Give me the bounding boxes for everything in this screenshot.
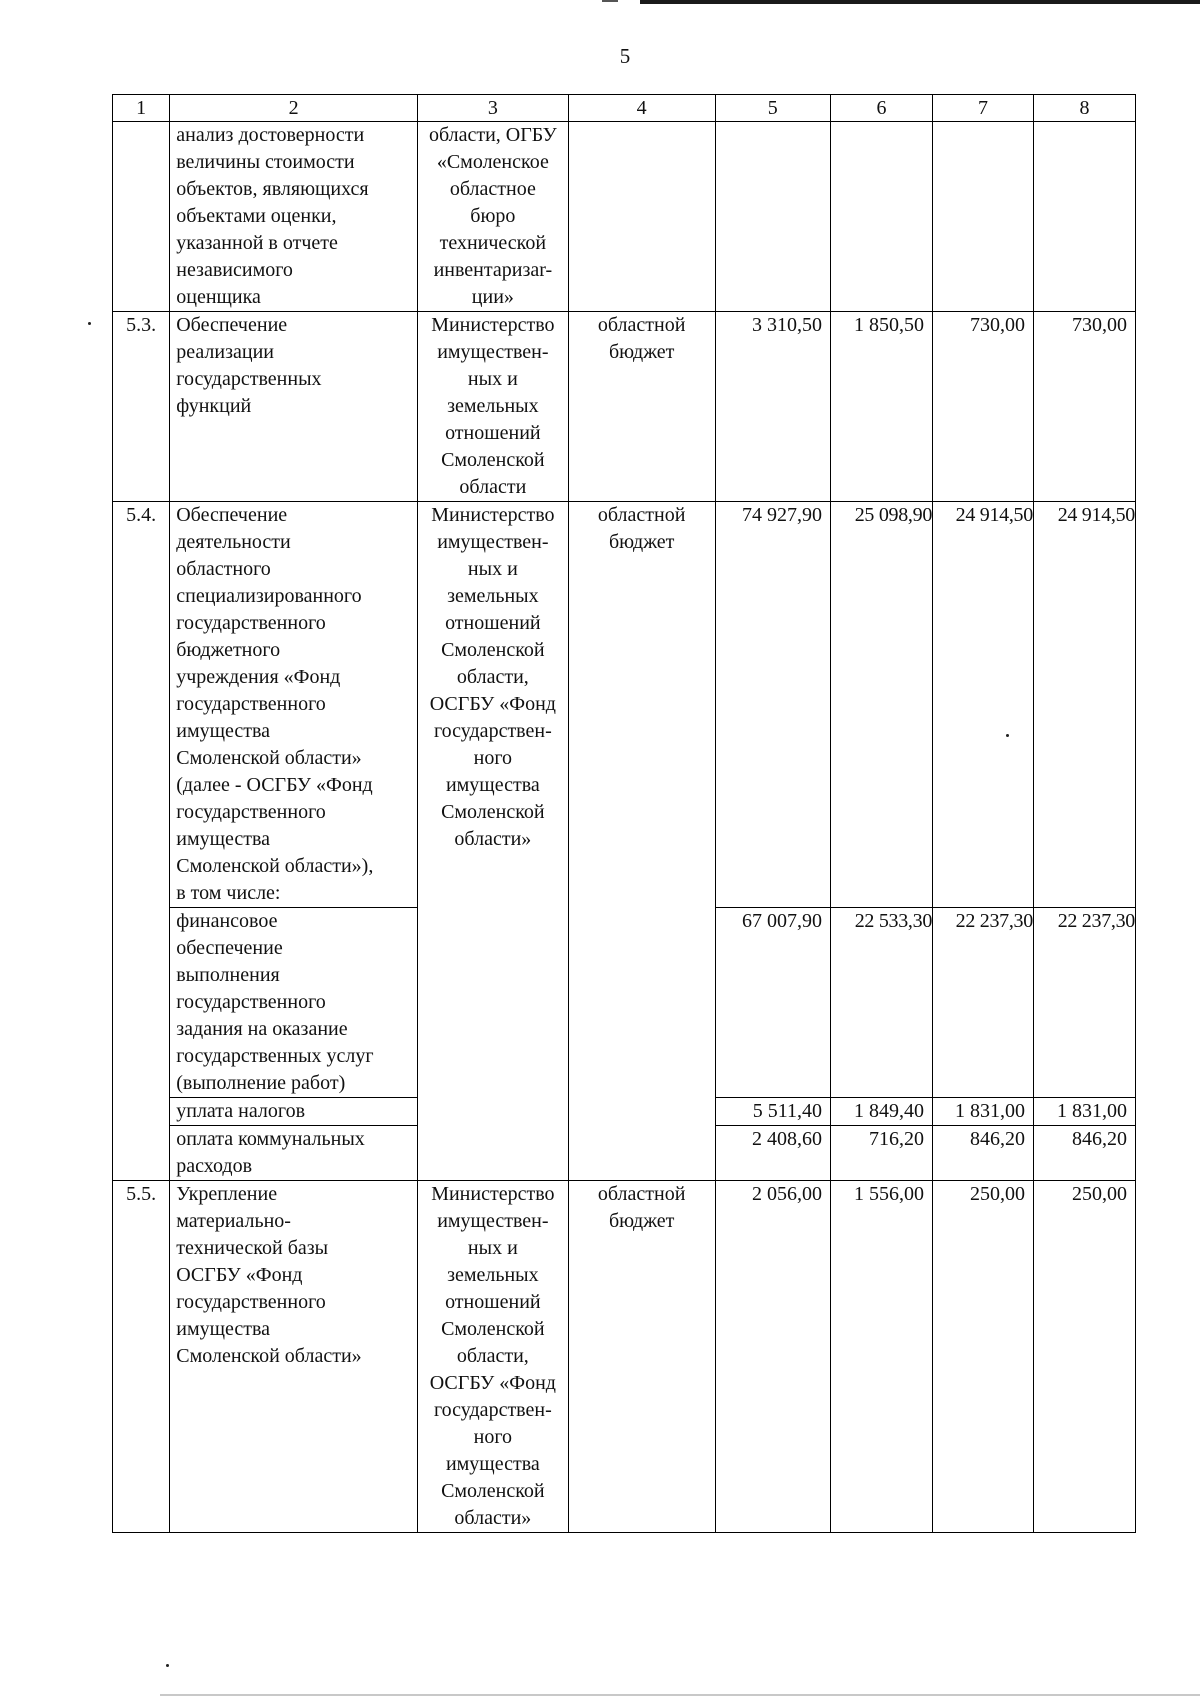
page-number: 5 [619,44,631,68]
table-row-5-4 [113,502,1136,908]
text-line: государственных [176,368,322,390]
text-line: ОСГБУ «Фонд [429,1372,556,1394]
value-cell [1033,122,1135,312]
value-total: 5 511,40 [715,1098,831,1126]
funding-source [568,122,715,312]
activity-name [170,1126,418,1181]
text-line: государствен- [433,1399,552,1421]
text-line: Министерство [431,314,555,336]
value-year-1: 25 098,90 [831,502,933,908]
header-cell: 8 [1033,95,1135,122]
text-line: Укрепление [176,1183,278,1205]
text-line: ных и [467,1237,518,1259]
text-line: расходов [176,1155,253,1177]
text-line: учреждения «Фонд [176,666,341,688]
text-line: имущества [445,1453,540,1475]
text-line: бюджет [608,341,675,363]
activity-name [170,312,418,502]
text-line: государственного [176,612,326,634]
text-line: земельных [447,1264,539,1286]
executor [417,502,568,1181]
funding-source [568,1181,715,1533]
text-line: Министерство [431,504,555,526]
header-row [113,95,1136,122]
executor [417,122,568,312]
text-line: земельных [447,585,539,607]
activity-name [170,1181,418,1533]
text-line: оценщика [176,286,261,308]
text-line: Обеспечение [176,504,288,526]
text-line: имущества [445,774,540,796]
row-number [113,122,170,312]
value-total: 3 310,50 [715,312,831,502]
text-line: области» [454,828,532,850]
text-line: Министерство [431,1183,555,1205]
text-line: имущества [176,828,271,850]
value-year-3: 1 831,00 [1033,1098,1135,1126]
text-line: имуществен- [437,1210,549,1232]
text-line: «Смоленское [436,151,549,173]
text-line: анализ достоверности [176,124,365,146]
text-line: ции» [471,286,514,308]
text-line: областное [449,178,536,200]
value-year-2: 1 831,00 [933,1098,1034,1126]
text-line: государственного [176,1291,326,1313]
text-line: оплата коммунальных [176,1128,365,1150]
activity-name [170,908,418,1098]
value-total: 2 056,00 [715,1181,831,1533]
text-line: инвентаризаr- [433,259,553,281]
text-line: областной [597,1183,686,1205]
value-year-1: 716,20 [831,1126,933,1181]
funding-source [568,502,715,1181]
value-total: 74 927,90 [715,502,831,908]
text-line: в том числе: [176,882,281,904]
text-line: уплата налогов [176,1100,306,1122]
executor [417,1181,568,1533]
text-line: областной [597,314,686,336]
text-line: ных и [467,368,518,390]
scan-speck [88,322,91,325]
row-number: 5.5. [113,1181,170,1533]
value-year-1: 1 850,50 [831,312,933,502]
text-line: имуществен- [437,341,549,363]
text-line: бюджет [608,1210,675,1232]
activity-name [170,1098,418,1126]
funding-source [568,312,715,502]
text-line: имущества [176,1318,271,1340]
text-line: технической [439,232,547,254]
value-year-3: 22 237,30 [1033,908,1135,1098]
value-year-1: 1 849,40 [831,1098,933,1126]
scan-bottom-edge [160,1694,1200,1696]
text-line: области» [454,1507,532,1529]
text-line: имущества [176,720,271,742]
value-cell [933,122,1034,312]
text-line: объектов, являющихся [176,178,369,200]
text-line: бюджетного [176,639,281,661]
value-year-3: 250,00 [1033,1181,1135,1533]
text-line: ОСГБУ «Фонд [176,1264,303,1286]
text-line: Смоленской [441,1480,545,1502]
text-line: финансовое [176,910,278,932]
text-line: области, ОГБУ [428,124,557,146]
text-line: земельных [447,395,539,417]
value-year-3: 846,20 [1033,1126,1135,1181]
text-line: областной [597,504,686,526]
value-year-1: 22 533,30 [831,908,933,1098]
scan-speck [166,1664,169,1667]
scan-speck [1006,734,1009,737]
text-line: Смоленской [441,639,545,661]
scan-artifact [602,0,618,2]
text-line: государственных услуг [176,1045,374,1067]
header-cell: 2 [170,95,418,122]
text-line: ного [473,1426,513,1448]
program-activities-table [112,94,1136,1533]
table-row-5-3 [113,312,1136,502]
text-line: Смоленской [441,801,545,823]
value-year-2: 24 914,50 [933,502,1034,908]
header-cell: 6 [831,95,933,122]
text-line: специализированного [176,585,362,607]
text-line: Смоленской области»), [176,855,374,877]
header-cell: 5 [715,95,831,122]
text-line: деятельности [176,531,291,553]
text-line: ного [473,747,513,769]
header-cell: 1 [113,95,170,122]
table-row-5-5 [113,1181,1136,1533]
text-line: обеспечение [176,937,283,959]
text-line: имуществен- [437,531,549,553]
scan-edge-line [640,0,1200,4]
table-row-continuation [113,122,1136,312]
value-year-2: 22 237,30 [933,908,1034,1098]
text-line: государственного [176,991,326,1013]
value-year-2: 250,00 [933,1181,1034,1533]
executor [417,312,568,502]
text-line: бюджет [608,531,675,553]
value-total: 67 007,90 [715,908,831,1098]
header-cell: 4 [568,95,715,122]
text-line: Смоленской [441,1318,545,1340]
text-line: объектами оценки, [176,205,337,227]
text-line: (выполнение работ) [176,1072,346,1094]
activity-name [170,122,418,312]
text-line: технической базы [176,1237,329,1259]
text-line: независимого [176,259,293,281]
text-line: бюро [470,205,516,227]
text-line: реализации [176,341,274,363]
value-total: 2 408,60 [715,1126,831,1181]
text-line: величины стоимости [176,151,355,173]
text-line: функций [176,395,252,417]
value-year-3: 730,00 [1033,312,1135,502]
text-line: выполнения [176,964,280,986]
text-line: (далее - ОСГБУ «Фонд [176,774,373,796]
text-line: области [459,476,527,498]
text-line: указанной в отчете [176,232,338,254]
text-line: государственного [176,693,326,715]
text-line: ных и [467,558,518,580]
text-line: Смоленской области» [176,1345,362,1367]
text-line: отношений [445,1291,541,1313]
value-cell [831,122,933,312]
text-line: государственного [176,801,326,823]
text-line: области, [456,666,529,688]
text-line: государствен- [433,720,552,742]
row-number: 5.3. [113,312,170,502]
text-line: отношений [445,422,541,444]
text-line: области, [456,1345,529,1367]
row-number: 5.4. [113,502,170,1181]
text-line: Смоленской [441,449,545,471]
header-cell: 7 [933,95,1034,122]
text-line: областного [176,558,271,580]
header-cell: 3 [417,95,568,122]
activity-name [170,502,418,908]
value-year-2: 846,20 [933,1126,1034,1181]
text-line: ОСГБУ «Фонд [429,693,556,715]
text-line: Обеспечение [176,314,288,336]
value-year-1: 1 556,00 [831,1181,933,1533]
text-line: Смоленской области» [176,747,362,769]
text-line: задания на оказание [176,1018,348,1040]
value-year-3: 24 914,50 [1033,502,1135,908]
text-line: материально- [176,1210,291,1232]
value-year-2: 730,00 [933,312,1034,502]
value-cell [715,122,831,312]
text-line: отношений [445,612,541,634]
